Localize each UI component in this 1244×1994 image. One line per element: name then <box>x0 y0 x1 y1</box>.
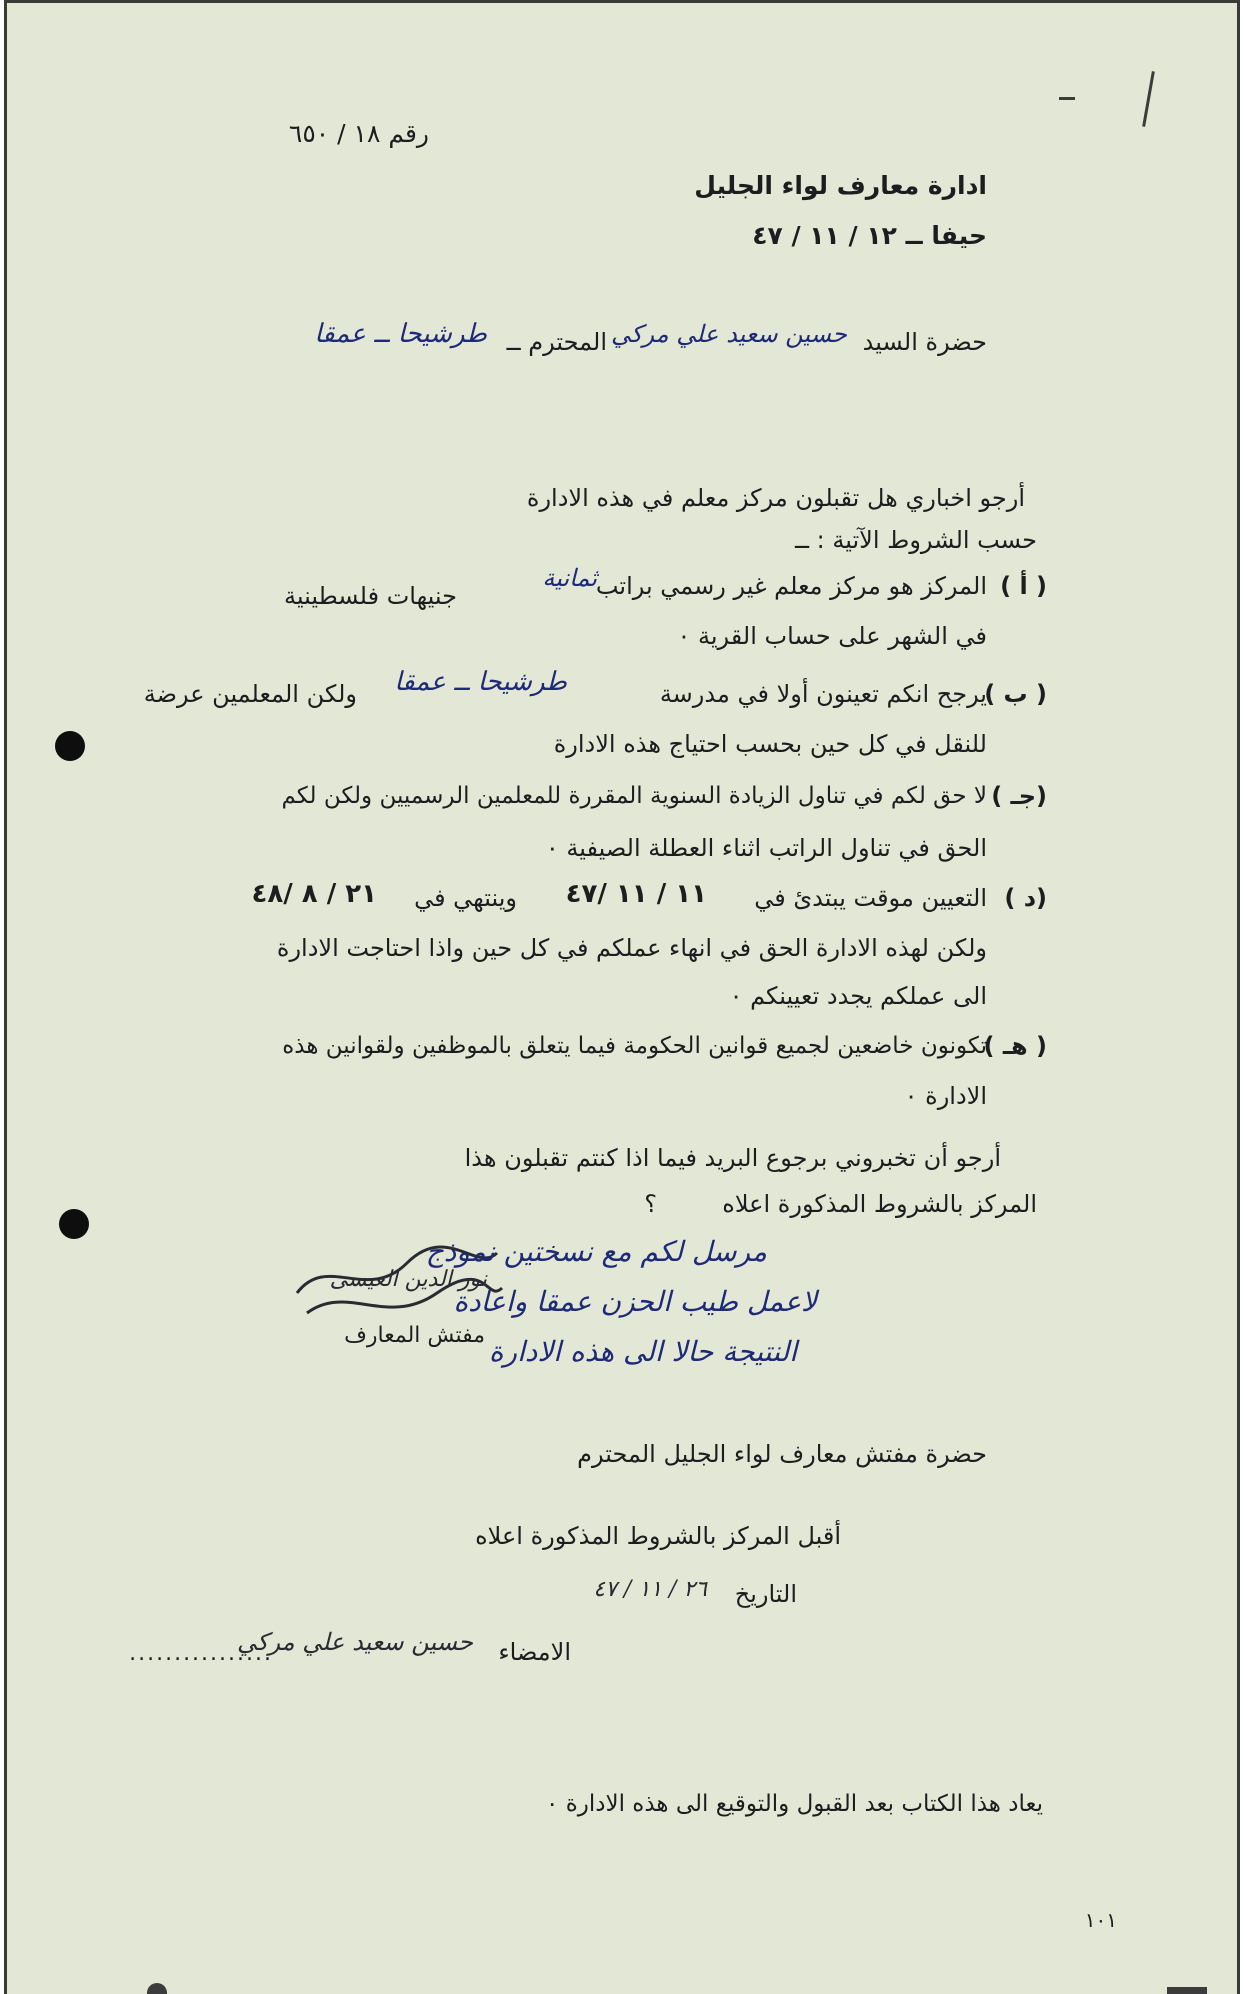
inspector-signature-name: نور الدين العيسى <box>329 1267 487 1292</box>
margin-tick <box>1059 97 1075 100</box>
conditions-heading: حسب الشروط الآتية : ــ <box>794 526 1037 554</box>
condition-a-line1-start: المركز هو مركز معلم غير رسمي براتب <box>595 572 987 600</box>
bottom-edge-mark-right <box>1167 1987 1207 1994</box>
reply-date-label: التاريخ <box>734 1580 797 1608</box>
reply-signature-label: الامضاء <box>498 1638 571 1666</box>
reply-acceptance: أقبل المركز بالشروط المذكورة اعلاه <box>475 1522 841 1550</box>
reply-addressee: حضرة مفتش معارف لواء الجليل المحترم <box>577 1440 987 1468</box>
condition-d-label: (د ) <box>1004 884 1047 912</box>
condition-a-line1-end: جنيهات فلسطينية <box>283 582 457 610</box>
intro-text: أرجو اخباري هل تقبلون مركز معلم في هذه الادارة <box>526 484 1025 512</box>
condition-d-line1-mid: وينتهي في <box>414 884 517 912</box>
handwritten-note-line1: مرسل لكم مع نسختين نموذج <box>425 1235 767 1268</box>
reply-signature-dots: ................ <box>129 1641 273 1666</box>
condition-b-line1-start: يرجح انكم تعينون أولا في مدرسة <box>659 680 987 708</box>
condition-b-line1-end: ولكن المعلمين عرضة <box>143 680 357 708</box>
reply-signature: حسين سعيد علي مركي <box>237 1628 473 1656</box>
punch-hole-top <box>55 731 85 761</box>
handwritten-note-line3: النتيجة حالا الى هذه الادارة <box>488 1335 797 1368</box>
reference-number: رقم ١٨ / ٦٥٠ <box>288 119 429 148</box>
condition-d-line1-start: التعيين موقت يبتدئ في <box>754 884 987 912</box>
request-line2: المركز بالشروط المذكورة اعلاه <box>722 1190 1037 1218</box>
request-mark: ؟ <box>644 1190 657 1218</box>
addressee-honorific: المحترم ــ <box>506 328 607 356</box>
document-page <box>4 0 1240 1994</box>
condition-a-line2: في الشهر على حساب القرية ٠ <box>677 622 987 650</box>
condition-d-line3: الى عملكم يجدد تعيينكم ٠ <box>729 982 987 1010</box>
condition-a-label: ( أ ) <box>1000 572 1047 600</box>
condition-e-line1: تكونون خاضعين لجميع قوانين الحكومة فيما يتعلق بالموظفين ولقوانين هذه <box>282 1033 987 1059</box>
condition-d-end-date: ٢١ / ٨ /٤٨ <box>251 879 377 909</box>
footer-note: يعاد هذا الكتاب بعد القبول والتوقيع الى هذه الادارة ٠ <box>546 1791 1043 1817</box>
reply-date: ٢٦ / ١١ / ٤٧ <box>593 1577 707 1602</box>
request-line1: أرجو أن تخبروني برجوع البريد فيما اذا كنتم تقبلون هذا <box>464 1144 1001 1172</box>
addressee-prefix: حضرة السيد <box>862 328 987 356</box>
page-number: ١٠١ <box>1084 1908 1117 1932</box>
margin-stroke <box>1142 71 1155 127</box>
addressee-name: حسين سعيد علي مركي <box>611 320 847 348</box>
bottom-edge-mark-left <box>147 1983 167 1994</box>
condition-b-school: طرشيحا ــ عمقا <box>394 667 567 697</box>
condition-d-start-date: ١١ / ١١ /٤٧ <box>565 879 707 909</box>
condition-b-line2: للنقل في كل حين بحسب احتياج هذه الادارة <box>553 730 987 758</box>
condition-c-line1: لا حق لكم في تناول الزيادة السنوية المقررة للمعلمين الرسميين ولكن لكم <box>281 783 987 809</box>
condition-d-line2: ولكن لهذه الادارة الحق في انهاء عملكم في كل حين واذا احتاجت الادارة <box>276 934 987 962</box>
addressee-village: طرشيحا ــ عمقا <box>314 319 487 349</box>
handwritten-note-line2: لاعمل طيب الحزن عمقا واعادة <box>453 1285 817 1318</box>
department-name: ادارة معارف لواء الجليل <box>694 171 987 200</box>
inspector-title: مفتش المعارف <box>344 1323 485 1348</box>
condition-e-line2: الادارة ٠ <box>904 1082 987 1110</box>
punch-hole-bottom <box>59 1209 89 1239</box>
condition-c-label: (جـ ) <box>991 782 1047 810</box>
condition-b-label: ( ب ) <box>984 680 1047 708</box>
place-date: حيفا ــ ١٢ / ١١ / ٤٧ <box>752 221 987 250</box>
condition-e-label: ( هـ ) <box>983 1032 1047 1060</box>
condition-c-line2: الحق في تناول الراتب اثناء العطلة الصيفية ٠ <box>545 834 987 862</box>
condition-a-salary: ثمانية <box>542 564 597 592</box>
